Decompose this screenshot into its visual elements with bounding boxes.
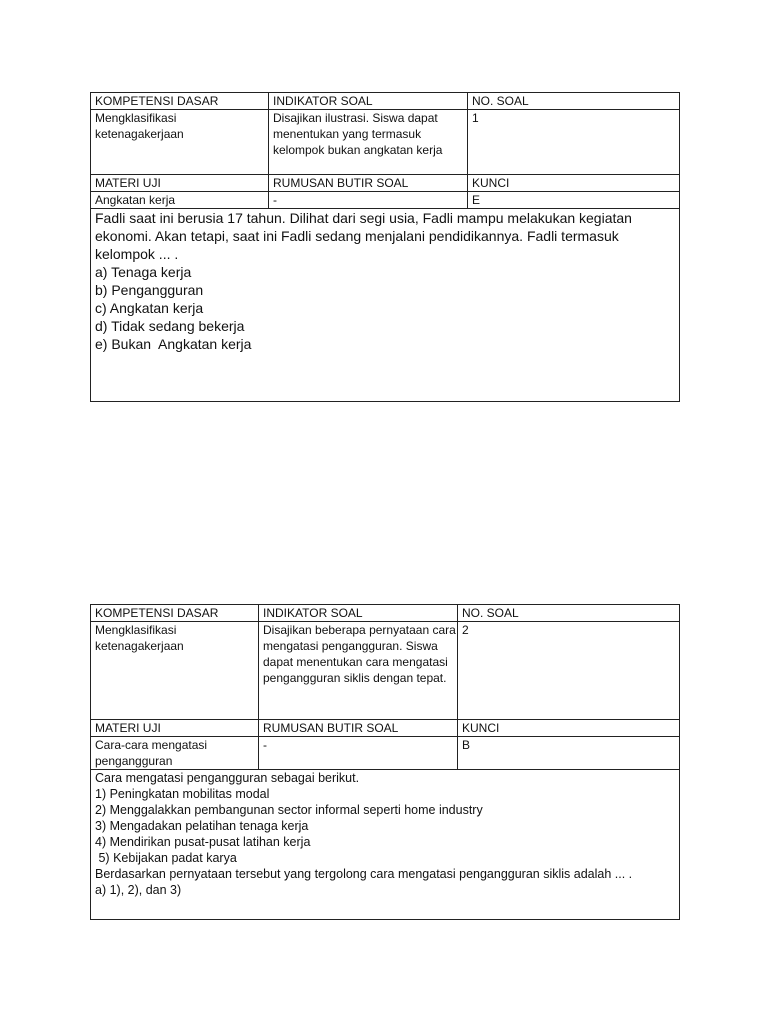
question-table-2 (90, 604, 680, 920)
option-b: b) Pengangguran (95, 282, 204, 298)
kompetensi-dasar-value: Mengklasifikasi ketenagakerjaan (91, 622, 259, 720)
header-rumusan-butir-soal: RUMUSAN BUTIR SOAL (269, 175, 468, 192)
kunci-value: B (458, 737, 680, 770)
question-body (91, 209, 680, 402)
question-body (91, 770, 680, 920)
statement-4: 4) Mendirikan pusat-pusat latihan kerja (95, 835, 311, 849)
indikator-soal-value: Disajikan beberapa pernyataan cara mengatasi pengangguran. Siswa dapat menentukan cara mengatasi pengangguran siklis dengan tepat. (259, 622, 458, 720)
option-e: e) Bukan Angkatan kerja (95, 336, 252, 352)
rumusan-butir-soal-value: - (259, 737, 458, 770)
header-materi-uji: MATERI UJI (91, 175, 269, 192)
header-rumusan-butir-soal: RUMUSAN BUTIR SOAL (259, 720, 458, 737)
option-a: a) 1), 2), dan 3) (95, 883, 182, 897)
header-kunci: KUNCI (458, 720, 680, 737)
header-no-soal: NO. SOAL (458, 605, 680, 622)
materi-uji-value: Angkatan kerja (91, 192, 269, 209)
header-kompetensi-dasar: KOMPETENSI DASAR (91, 93, 269, 110)
rumusan-butir-soal-value: - (269, 192, 468, 209)
statement-5: 5) Kebijakan padat karya (95, 851, 237, 865)
header-materi-uji: MATERI UJI (91, 720, 259, 737)
header-kunci: KUNCI (468, 175, 680, 192)
question-table-1 (90, 92, 680, 402)
header-indikator-soal: INDIKATOR SOAL (259, 605, 458, 622)
option-c: c) Angkatan kerja (95, 300, 204, 316)
question-stem: Fadli saat ini berusia 17 tahun. Dilihat dari segi usia, Fadli mampu melakukan kegiatan ekonomi. Akan tetapi, saat ini Fadli sedang menjalani pendidikannya. Fadli termasuk kelompok ... . (95, 210, 636, 262)
statement-3: 3) Mengadakan pelatihan tenaga kerja (95, 819, 309, 833)
statement-1: 1) Peningkatan mobilitas modal (95, 787, 270, 801)
kunci-value: E (468, 192, 680, 209)
option-d: d) Tidak sedang bekerja (95, 318, 245, 334)
header-no-soal: NO. SOAL (468, 93, 680, 110)
question-stem: Berdasarkan pernyataan tersebut yang tergolong cara mengatasi pengangguran siklis adalah ... . (95, 867, 633, 881)
no-soal-value: 2 (458, 622, 680, 720)
header-indikator-soal: INDIKATOR SOAL (269, 93, 468, 110)
kompetensi-dasar-value: Mengklasifikasi ketenagakerjaan (91, 110, 269, 175)
option-a: a) Tenaga kerja (95, 264, 192, 280)
no-soal-value: 1 (468, 110, 680, 175)
header-kompetensi-dasar: KOMPETENSI DASAR (91, 605, 259, 622)
materi-uji-value: Cara-cara mengatasi pengangguran (91, 737, 259, 770)
question-intro: Cara mengatasi pengangguran sebagai berikut. (95, 771, 360, 785)
statement-2: 2) Menggalakkan pembangunan sector informal seperti home industry (95, 803, 483, 817)
indikator-soal-value: Disajikan ilustrasi. Siswa dapat menentukan yang termasuk kelompok bukan angkatan kerja (269, 110, 468, 175)
